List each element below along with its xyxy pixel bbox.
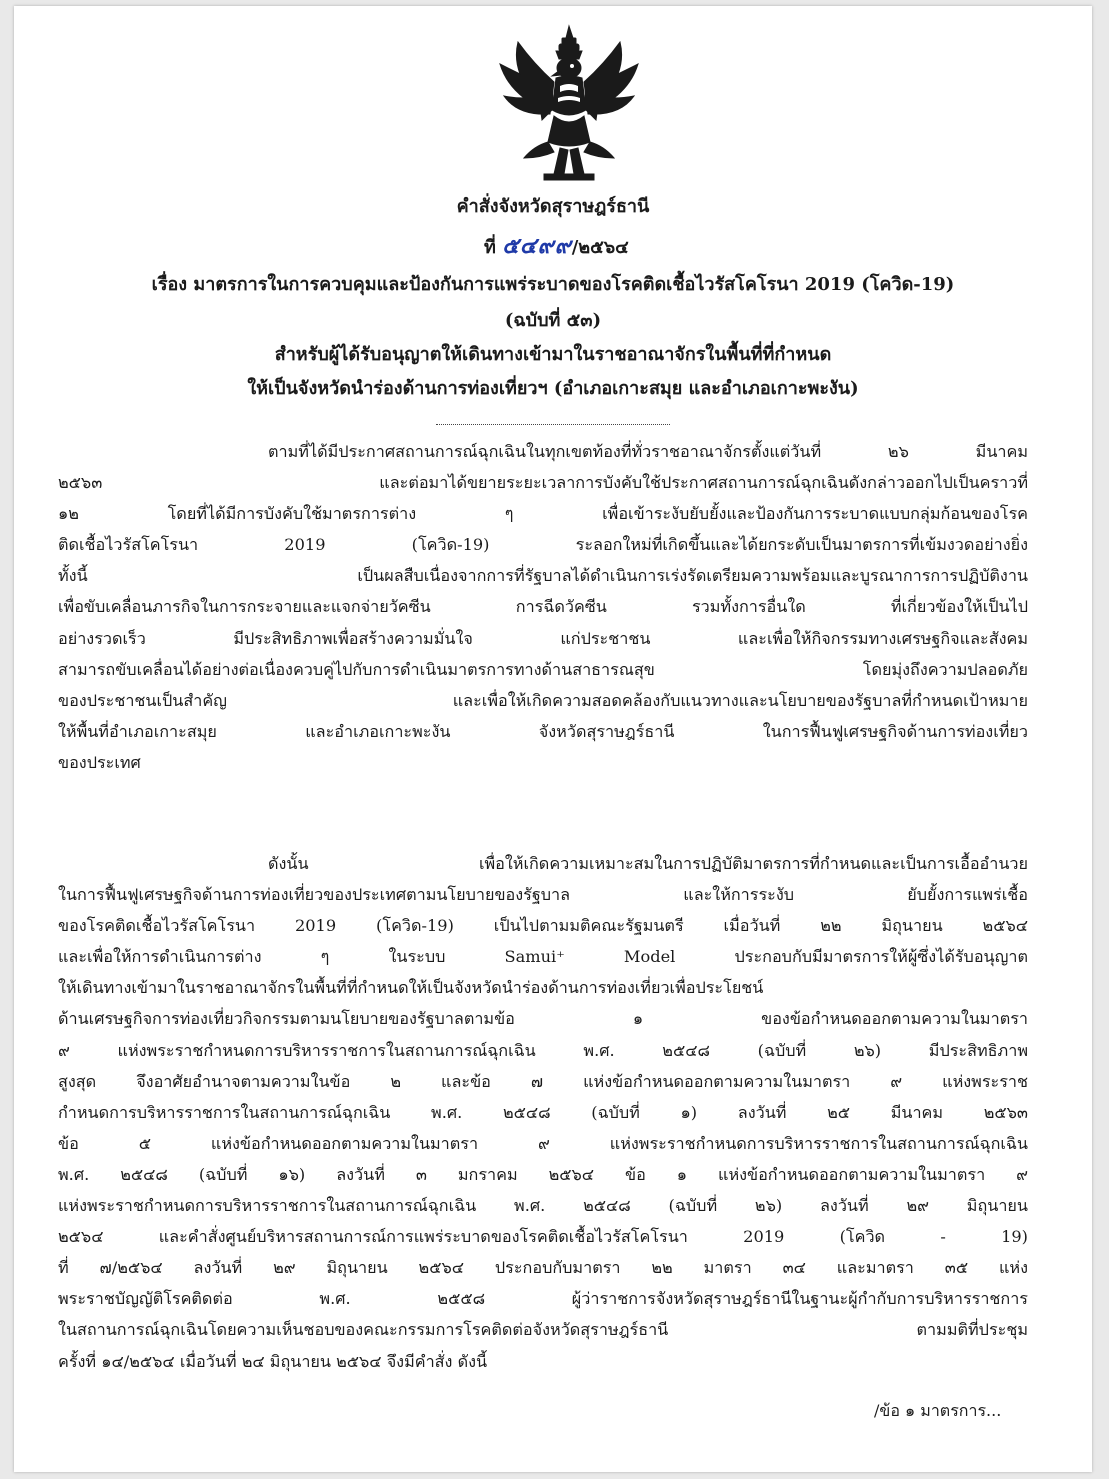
garuda-emblem-icon — [494, 24, 644, 184]
paragraph-line: พ.ศ. ๒๕๔๘ (ฉบับที่ ๑๖) ลงวันที่ ๓ มกราคม ๒๕๖๔ ข้อ ๑ แห่งข้อกำหนดออกตามความในมาตรา ๙ — [58, 1164, 1028, 1184]
dotted-divider — [436, 424, 670, 425]
paragraph-line: ข้อ ๕ แห่งข้อกำหนดออกตามความในมาตรา ๙ แห่งพระราชกำหนดการบริหารราชการในสถานการณ์ฉุกเฉิน — [58, 1133, 1028, 1153]
document-subject: เรื่อง มาตรการในการควบคุมและป้องกันการแพร่ระบาดของโรคติดเชื้อไวรัสโคโรนา 2019 (โควิด-19) — [151, 274, 955, 295]
paragraph-line: สูงสุด จึงอาศัยอำนาจตามความในข้อ ๒ และข้อ ๗ แห่งข้อกำหนดออกตามความในมาตรา ๙ แห่งพระราช — [58, 1071, 1028, 1091]
paragraph-line: ๙ แห่งพระราชกำหนดการบริหารราชการในสถานการณ์ฉุกเฉิน พ.ศ. ๒๕๔๘ (ฉบับที่ ๒๖) มีประสิทธิภาพ — [58, 1040, 1028, 1060]
paragraph-line: ให้เดินทางเข้ามาในราชอาณาจักรในพื้นที่ที่กำหนดให้เป็นจังหวัดนำร่องด้านการท่องเที่ยวเพื่อประโยชน์ — [58, 978, 764, 998]
document-subtitle-1: สำหรับผู้ได้รับอนุญาตให้เดินทางเข้ามาในราชอาณาจักรในพื้นที่ที่กำหนด — [274, 344, 832, 365]
paragraph-line: ติดเชื้อไวรัสโคโรนา 2019 (โควิด-19) ระลอกใหม่ที่เกิดขึ้นและได้ยกระดับเป็นมาตรการที่เข้มงวดอย่างยิ่ง — [58, 535, 1028, 555]
paragraph-line: ดังนั้น เพื่อให้เกิดความเหมาะสมในการปฏิบัติมาตรการที่กำหนดและเป็นการเอื้ออำนวย — [268, 854, 1028, 873]
paragraph-line: ๑๒ โดยที่ได้มีการบังคับใช้มาตรการต่าง ๆ เพื่อเข้าระงับยับยั้งและป้องกันการระบาดแบบกลุ่มก้อนของโรค — [58, 504, 1028, 524]
paragraph-2 — [58, 848, 1028, 1377]
order-suffix: /๒๕๖๔ — [571, 237, 629, 258]
paragraph-line: ครั้งที่ ๑๔/๒๕๖๔ เมื่อวันที่ ๒๔ มิถุนายน ๒๕๖๔ จึงมีคำสั่ง ดังนี้ — [58, 1351, 488, 1371]
continuation-note: /ข้อ ๑ มาตรการ... — [874, 1401, 1002, 1420]
document-edition: (ฉบับที่ ๕๓) — [504, 310, 602, 331]
paragraph-line: กำหนดการบริหารราชการในสถานการณ์ฉุกเฉิน พ.ศ. ๒๕๔๘ (ฉบับที่ ๑) ลงวันที่ ๒๕ มีนาคม ๒๕๖๓ — [58, 1102, 1028, 1122]
paragraph-line: ด้านเศรษฐกิจการท่องเที่ยวกิจกรรมตามนโยบายของรัฐบาลตามข้อ ๑ ของข้อกำหนดออกตามความในมาตรา — [58, 1009, 1028, 1029]
paragraph-line: ๒๕๖๔ และคำสั่งศูนย์บริหารสถานการณ์การแพร่ระบาดของโรคติดเชื้อไวรัสโคโรนา 2019 (โควิด - 19) — [58, 1227, 1028, 1247]
paragraph-line: ให้พื้นที่อำเภอเกาะสมุย และอำเภอเกาะพะงัน จังหวัดสุราษฎร์ธานี ในการฟื้นฟูเศรษฐกิจด้านการท่องเที่ยว — [58, 721, 1028, 741]
paragraph-line: ในการฟื้นฟูเศรษฐกิจด้านการท่องเที่ยวของประเทศตามนโยบายของรัฐบาล และให้การระงับ ยับยั้งการแพร่เชื้อ — [58, 885, 1028, 905]
paragraph-line: สามารถขับเคลื่อนได้อย่างต่อเนื่องควบคู่ไปกับการดำเนินมาตรการทางด้านสาธารณสุข โดยมุ่งถึงความปลอดภัย — [58, 659, 1028, 679]
paragraph-line: ๒๕๖๓ และต่อมาได้ขยายระยะเวลาการบังคับใช้ประกาศสถานการณ์ฉุกเฉินดังกล่าวออกไปเป็นคราวที่ — [58, 473, 1028, 493]
paragraph-line: พระราชบัญญัติโรคติดต่อ พ.ศ. ๒๕๕๘ ผู้ว่าราชการจังหวัดสุราษฎร์ธานีในฐานะผู้กำกับการบริหารราชการ — [58, 1289, 1028, 1309]
paragraph-line: ในสถานการณ์ฉุกเฉินโดยความเห็นชอบของคณะกรรมการโรคติดต่อจังหวัดสุราษฎร์ธานี ตามมติที่ประชุม — [58, 1320, 1028, 1340]
paragraph-line: และเพื่อให้การดำเนินการต่าง ๆ ในระบบ Samui⁺ Model ประกอบกับมีมาตรการให้ผู้ซึ่งได้รับอนุญาต — [58, 947, 1028, 967]
document-subtitle-2: ให้เป็นจังหวัดนำร่องด้านการท่องเที่ยวฯ (อำเภอเกาะสมุย และอำเภอเกาะพะงัน) — [247, 378, 859, 399]
paragraph-line: ตามที่ได้มีประกาศสถานการณ์ฉุกเฉินในทุกเขตท้องที่ทั่วราชอาณาจักรตั้งแต่วันที่ ๒๖ มีนาคม — [268, 442, 1028, 461]
paragraph-line: แห่งพระราชกำหนดการบริหารราชการในสถานการณ์ฉุกเฉิน พ.ศ. ๒๕๔๘ (ฉบับที่ ๒๖) ลงวันที่ ๒๙ มิถุนายน — [58, 1196, 1028, 1216]
paragraph-1 — [58, 436, 1028, 778]
paragraph-line: ที่ ๗/๒๕๖๔ ลงวันที่ ๒๙ มิถุนายน ๒๕๖๔ ประกอบกับมาตรา ๒๒ มาตรา ๓๔ และมาตรา ๓๕ แห่ง — [58, 1258, 1028, 1278]
order-prefix: ที่ — [484, 237, 496, 258]
paragraph-line: อย่างรวดเร็ว มีประสิทธิภาพเพื่อสร้างความมั่นใจ แก่ประชาชน และเพื่อให้กิจกรรมทางเศรษฐกิจและสังคม — [58, 628, 1028, 648]
paragraph-line: ทั้งนี้ เป็นผลสืบเนื่องจากการที่รัฐบาลได้ดำเนินการเร่งรัดเตรียมความพร้อมและบูรณาการการปฏิบัติงาน — [58, 566, 1028, 586]
paragraph-line: ของโรคติดเชื้อไวรัสโคโรนา 2019 (โควิด-19) เป็นไปตามมติคณะรัฐมนตรี เมื่อวันที่ ๒๒ มิถุนายน ๒๕๖๔ — [58, 916, 1028, 936]
order-handwritten-number: ๕๔๙๙ — [502, 234, 572, 259]
document-title: คำสั่งจังหวัดสุราษฎร์ธานี — [456, 196, 650, 217]
paragraph-line: ของประเทศ — [58, 752, 141, 772]
paragraph-line: เพื่อขับเคลื่อนภารกิจในการกระจายและแจกจ่ายวัคซีน การฉีดวัคซีน รวมทั้งการอื่นใด ที่เกี่ยวข้องให้เป็นไป — [58, 597, 1028, 617]
document-page — [14, 6, 1092, 1472]
order-number — [484, 228, 629, 263]
paragraph-line: ของประชาชนเป็นสำคัญ และเพื่อให้เกิดความสอดคล้องกับแนวทางและนโยบายของรัฐบาลที่กำหนดเป้าหมาย — [58, 690, 1028, 710]
